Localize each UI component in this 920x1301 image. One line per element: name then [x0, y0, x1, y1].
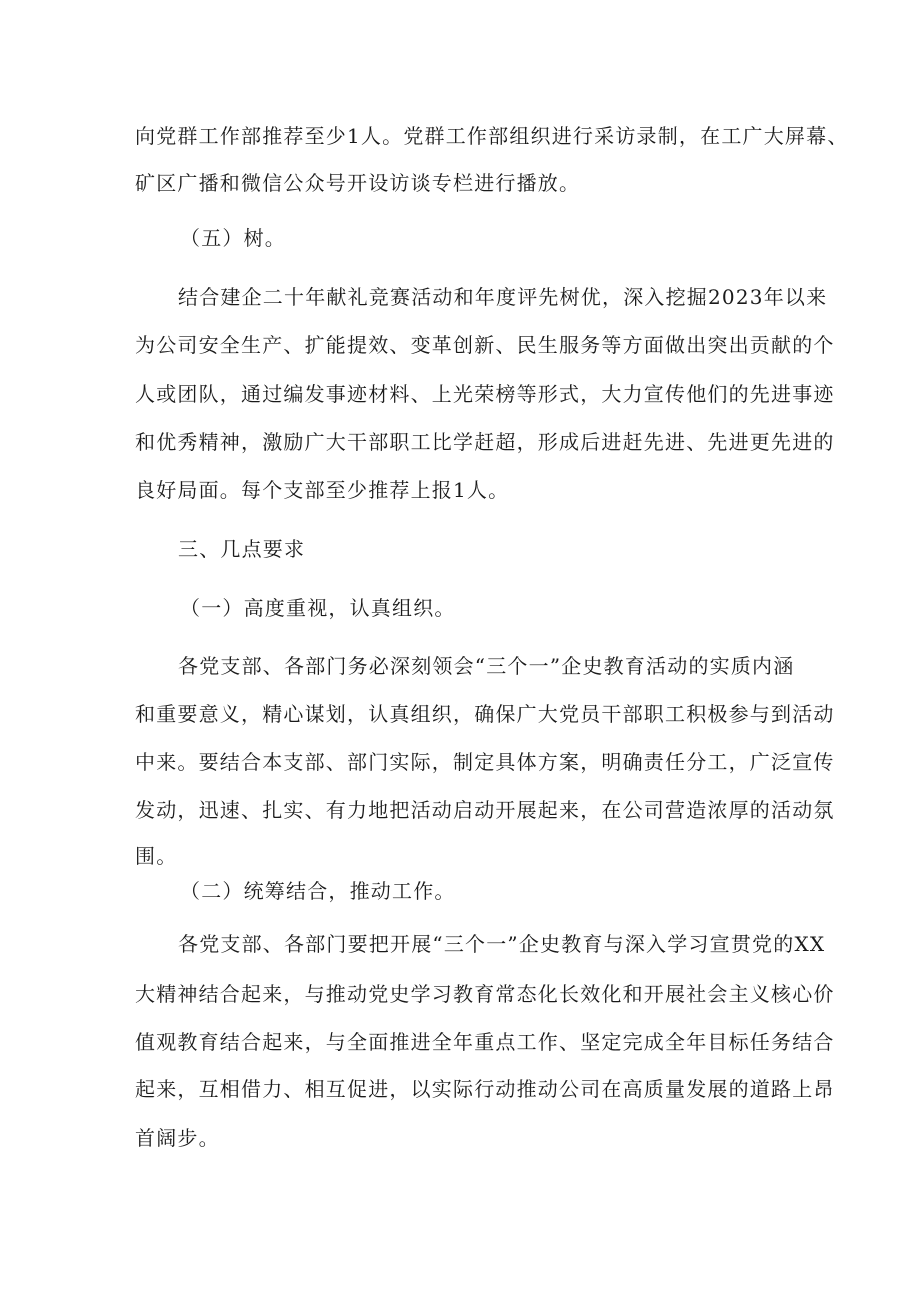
paragraph-line: 矿区广播和微信公众号开设访谈专栏进行播放。	[135, 171, 581, 195]
paragraph-line: 良好局面。每个支部至少推荐上报1人。	[135, 478, 510, 502]
paragraph-line: 向党群工作部推荐至少1人。党群工作部组织进行采访录制，在工广大屏幕、	[135, 124, 849, 148]
paragraph-line: 值观教育结合起来，与全面推进全年重点工作、坚定完成全年目标任务结合	[135, 1030, 835, 1054]
paragraph-line: 大精神结合起来，与推动党史学习教育常态化长效化和开展社会主义核心价	[135, 982, 835, 1006]
paragraph-line: 和重要意义，精心谋划，认真组织，确保广大党员干部职工积极参与到活动	[135, 702, 835, 726]
paragraph-line: 首阔步。	[135, 1126, 220, 1150]
section-heading: （五）树。	[180, 226, 286, 250]
section-heading: （一）高度重视，认真组织。	[180, 596, 456, 620]
section-heading: （二）统筹结合，推动工作。	[180, 879, 456, 903]
paragraph-line: 结合建企二十年献礼竞赛活动和年度评先树优，深入挖掘2023年以来	[178, 285, 828, 309]
section-heading: 三、几点要求	[178, 537, 306, 561]
paragraph-line: 各党支部、各部门务必深刻领会“三个一”企史教育活动的实质内涵	[178, 654, 795, 678]
paragraph-line: 中来。要结合本支部、部门实际，制定具体方案，明确责任分工，广泛宣传	[135, 750, 835, 774]
paragraph-line: 各党支部、各部门要把开展“三个一”企史教育与深入学习宣贯党的XX	[178, 932, 826, 956]
paragraph-line: 人或团队，通过编发事迹材料、上光荣榜等形式，大力宣传他们的先进事迹	[135, 382, 835, 406]
paragraph-line: 为公司安全生产、扩能提效、变革创新、民生服务等方面做出突出贡献的个	[135, 333, 835, 357]
paragraph-line: 和优秀精神，激励广大干部职工比学赶超，形成后进赶先进、先进更先进的	[135, 430, 835, 454]
paragraph-line: 发动，迅速、扎实、有力地把活动启动开展起来，在公司营造浓厚的活动氛	[135, 798, 835, 822]
paragraph-line: 围。	[135, 844, 178, 868]
paragraph-line: 起来，互相借力、相互促进，以实际行动推动公司在高质量发展的道路上昂	[135, 1077, 835, 1101]
